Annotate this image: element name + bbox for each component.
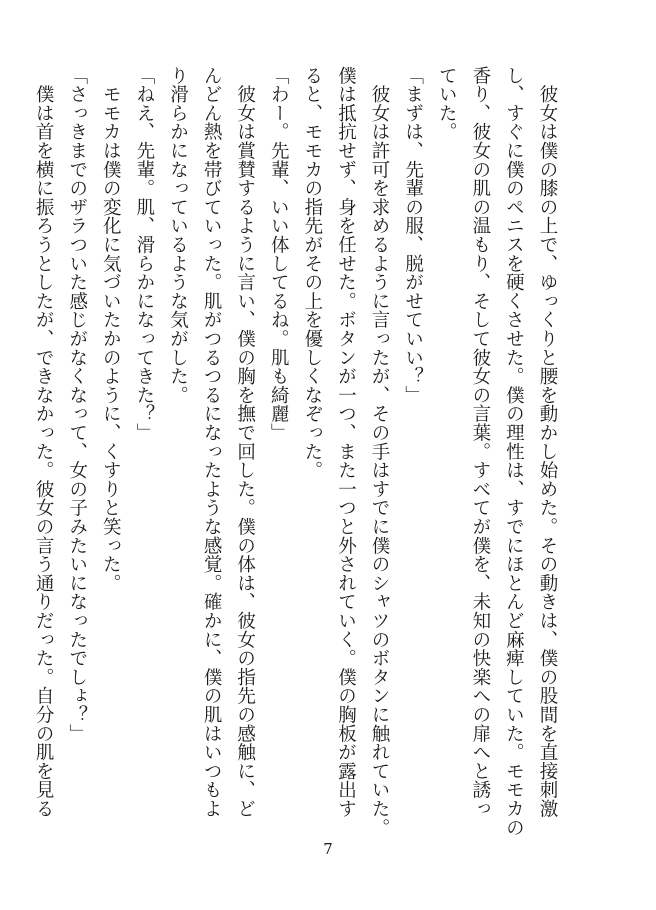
text-line: モモカは僕の変化に気づいたかのように、くすりと笑った。 <box>100 66 122 593</box>
text-line: 彼女は賞賛するように言い、僕の胸を撫で回した。僕の体は、彼女の指先の感触に、ど <box>234 66 256 818</box>
page-number: 7 <box>323 840 333 858</box>
text-line: し、すぐに僕のペニスを硬くさせた。僕の理性は、すでにほとんど麻痺していた。モモカの <box>503 66 525 837</box>
text-line: 彼女は許可を求めるように言ったが、その手はすでに僕のシャツのボタンに触れていた。 <box>369 66 391 837</box>
text-line: 「さっきまでのザラついた感じがなくなって、女の子みたいになったでしょ？」 <box>66 66 88 743</box>
text-line: り滑らかになっているような気がした。 <box>167 66 189 405</box>
text-line: 僕は抵抗せず、身を任せた。ボタンが一つ、また一つと外されていく。僕の胸板が露出す <box>335 66 357 818</box>
text-line: 「まずは、先輩の服、脱がせていい？」 <box>402 66 424 405</box>
text-line: 彼女は僕の膝の上で、ゆっくりと腰を動かし始めた。その動きは、僕の股間を直接刺激 <box>537 66 558 818</box>
text-line: ると、モモカの指先がその上を優しくなぞった。 <box>301 66 323 480</box>
text-line: んどん熱を帯びていった。肌がつるつるになったような感覚。確かに、僕の肌はいつもよ <box>201 66 223 818</box>
text-line: 「ねえ、先輩。肌、滑らかになってきた？」 <box>133 66 155 442</box>
text-line: 香り、彼女の肌の温もり、そして彼女の言葉。すべてが僕を、未知の快楽への扉へと誘っ <box>469 66 491 818</box>
text-line: 「わー。先輩、いい体してるね。肌も綺麗」 <box>268 66 290 442</box>
text-line: ていた。 <box>436 66 458 142</box>
text-line: 僕は首を横に振ろうとしたが、できなかった。彼女の言う通りだった。自分の肌を見る <box>33 66 55 818</box>
vertical-text-body <box>33 66 564 837</box>
